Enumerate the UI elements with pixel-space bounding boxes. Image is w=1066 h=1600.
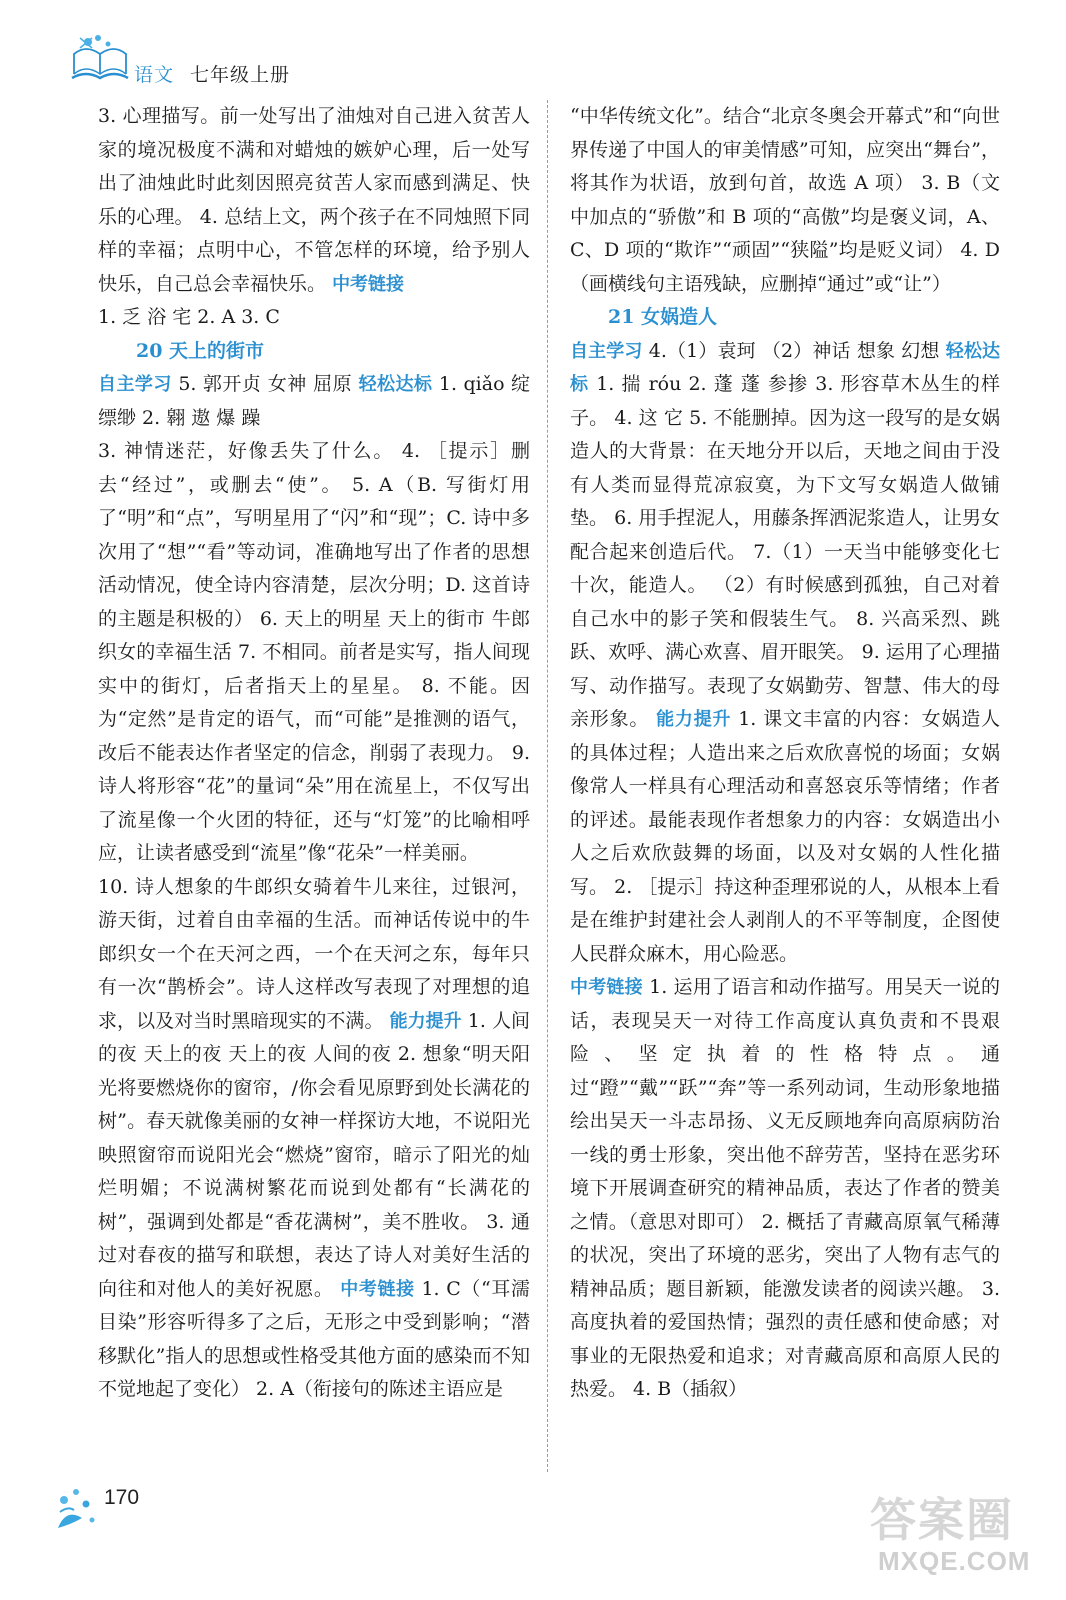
- lesson-title-20: 20 天上的街市: [136, 339, 265, 362]
- watermark: [870, 1484, 1031, 1584]
- header-grade: 七年级上册: [190, 64, 291, 86]
- column-divider: [547, 100, 548, 1472]
- answer-paragraph: 3. 心理描写。前一处写出了油烛对自己进入贫苦人家的境况极度不满和对蜡烛的嫉妒心理，后一处写出了油烛此时此刻因照亮贫苦人家而感到满足、快乐的心理。 4. 总结上文，两个孩子在不同烛照下同样的幸福；点明中心，不管怎样的环境，给予别人快乐，自己总会幸福快乐。 中考链接: [98, 105, 530, 295]
- answer-paragraph: 10. 诗人想象的牛郎织女骑着牛儿来往，过银河，游天街，过着自由幸福的生活。而神话传说中的牛郎织女一个在天河之西，一个在天河之东，每年只有一次“鹊桥会”。诗人这样改写表现了对理想的追求，以及对当时黑暗现实的不满。 能力提升 1. 人间的夜 天上的夜 天上的夜 人间的夜 2. 想象“明天阳光将要燃烧你的窗帘，/你会看见原野到处长满花的树”。春天就像美丽的女神一样探访大地，不说阳光映照窗帘而说阳光会“燃烧”窗帘，暗示了阳光的灿烂明媚；不说满树繁花而说到处都有“长满花的树”，强调到处都是“香花满树”，美不胜收。 3. 通过对春夜的描写和联想，表达了诗人对美好生活的向往和对他人的美好祝愿。 中考链接 1. C（“耳濡目染”形容听得多了之后，无形之中受到影响；“潜移默化”指人的思想或性格受其他方面的感染而不知不觉地起了变化） 2. A（衔接句的陈述主语应是: [98, 875, 531, 1400]
- section-tag-qingsong: 轻松达标: [570, 340, 1001, 395]
- splash-decoration-icon: [52, 1478, 104, 1534]
- page-header: [68, 34, 368, 90]
- section-tag-nengli: 能力提升: [656, 709, 732, 730]
- page-number: 170: [104, 1486, 140, 1509]
- section-tag-nengli: 能力提升: [389, 1010, 462, 1032]
- section-tag-zhongkao: 中考链接: [340, 1278, 415, 1300]
- lesson-title-21: 21 女娲造人: [608, 306, 718, 328]
- section-tag-zizhu: 自主学习: [570, 340, 643, 362]
- open-book-icon: [68, 34, 132, 86]
- left-column: [98, 100, 530, 1407]
- watermark-url: MXQE.COM: [878, 1546, 1031, 1576]
- right-column: [570, 100, 1000, 1407]
- section-tag-zhongkao: 中考链接: [570, 977, 643, 998]
- answer-paragraph: 自主学习 5. 郭开贞 女神 屈原 轻松达标 1. qiǎo 绽 缥缈 2. 翱 遨 爆 躁: [98, 373, 531, 429]
- header-subject: 语文: [134, 64, 175, 86]
- answer-paragraph: 中考链接 1. 运用了语言和动作描写。用吴天一说的话，表现吴天一对待工作高度认真负责和不畏艰险、坚定执着的性格特点。通过“蹬”“戴”“跃”“奔”等一系列动词，生动形象地描绘出吴天一斗志昂扬、义无反顾地奔向高原病防治一线的勇士形象，突出他不辞劳苦，坚持在恶劣环境下开展调查研究的精神品质，表达了作者的赞美之情。（意思对即可） 2. 概括了青藏高原氧气稀薄的状况，突出了环境的恶劣，突出了人物有志气的精神品质；题目新颖，能激发读者的阅读兴趣。 3. 高度执着的爱国热情；强烈的责任感和使命感；对事业的无限热爱和追求；对青藏高原和高原人民的热爱。 4. B（插叙）: [570, 976, 1001, 1400]
- answer-paragraph: “中华传统文化”。结合“北京冬奥会开幕式”和“向世界传递了中国人的审美情感”可知，应突出“舞台”，将其作为状语，放到句首，故选 A 项） 3. B（文中加点的“骄傲”和 B 项的“高傲”均是褒义词，A、C、D 项的“欺诈”“顽固”“狭隘”均是贬义词） 4. D（画横线句主语残缺，应删掉“通过”或“让”）: [570, 105, 1000, 295]
- answer-paragraph: 3. 神情迷茫，好像丢失了什么。 4. ［提示］删去“经过”，或删去“使”。 5. A（B. 写街灯用了“明”和“点”，写明星用了“闪”和“现”；C. 诗中多次用了“想”“看”等动词，准确地写出了作者的思想活动情况，使全诗内容清楚，层次分明；D. 这首诗的主题是积极的） 6. 天上的明星 天上的街市 牛郎织女的幸福生活 7. 不相同。前者是实写，指人间现实中的街灯，后者指天上的星星。 8. 不能。因为“定然”是肯定的语气，而“可能”是推测的语气，改后不能表达作者坚定的信念，削弱了表现力。 9. 诗人将形容“花”的量词“朵”用在流星上，不仅写出了流星像一个火团的特征，还与“灯笼”的比喻相呼应，让读者感受到“流星”像“花朵”一样美丽。: [98, 440, 530, 864]
- section-tag-qingsong: 轻松达标: [358, 374, 433, 395]
- section-tag-zhongkao: 中考链接: [332, 273, 405, 295]
- answer-paragraph: 1. 乏 浴 宅 2. A 3. C: [98, 306, 280, 328]
- section-tag-zizhu: 自主学习: [98, 374, 172, 395]
- watermark-logo-text: 答案圈: [870, 1493, 1014, 1547]
- answer-paragraph: 自主学习 4.（1）袁珂 （2）神话 想象 幻想 轻松达标 1. 揣 róu 2. 蓬 蓬 参掺 3. 形容草木丛生的样子。 4. 这 它 5. 不能删掉。因为这一段写的是女娲造人的大背景：在天地分开以后，天地之间由于没有人类而显得荒凉寂寞，为下文写女娲造人做铺垫。 6. 用手捏泥人，用藤条挥洒泥浆造人，让男女配合起来创造后代。 7.（1）一天当中能够变化七十次，能造人。 （2）有时候感到孤独，自己对着自己水中的影子笑和假装生气。 8. 兴高采烈、跳跃、欢呼、满心欢喜、眉开眼笑。 9. 运用了心理描写、动作描写。表现了女娲勤劳、智慧、伟大的母亲形象。 能力提升 1. 课文丰富的内容：女娲造人的具体过程；人造出来之后欢欣喜悦的场面；女娲像常人一样具有心理活动和喜怒哀乐等情绪；作者的评述。最能表现作者想象力的内容：女娲造出小人之后欢欣鼓舞的场面，以及对女娲的人性化描写。 2. ［提示］持这种歪理邪说的人，从根本上看是在维护封建社会人剥削人的不平等制度，企图使人民群众麻木，用心险恶。: [570, 339, 1001, 965]
